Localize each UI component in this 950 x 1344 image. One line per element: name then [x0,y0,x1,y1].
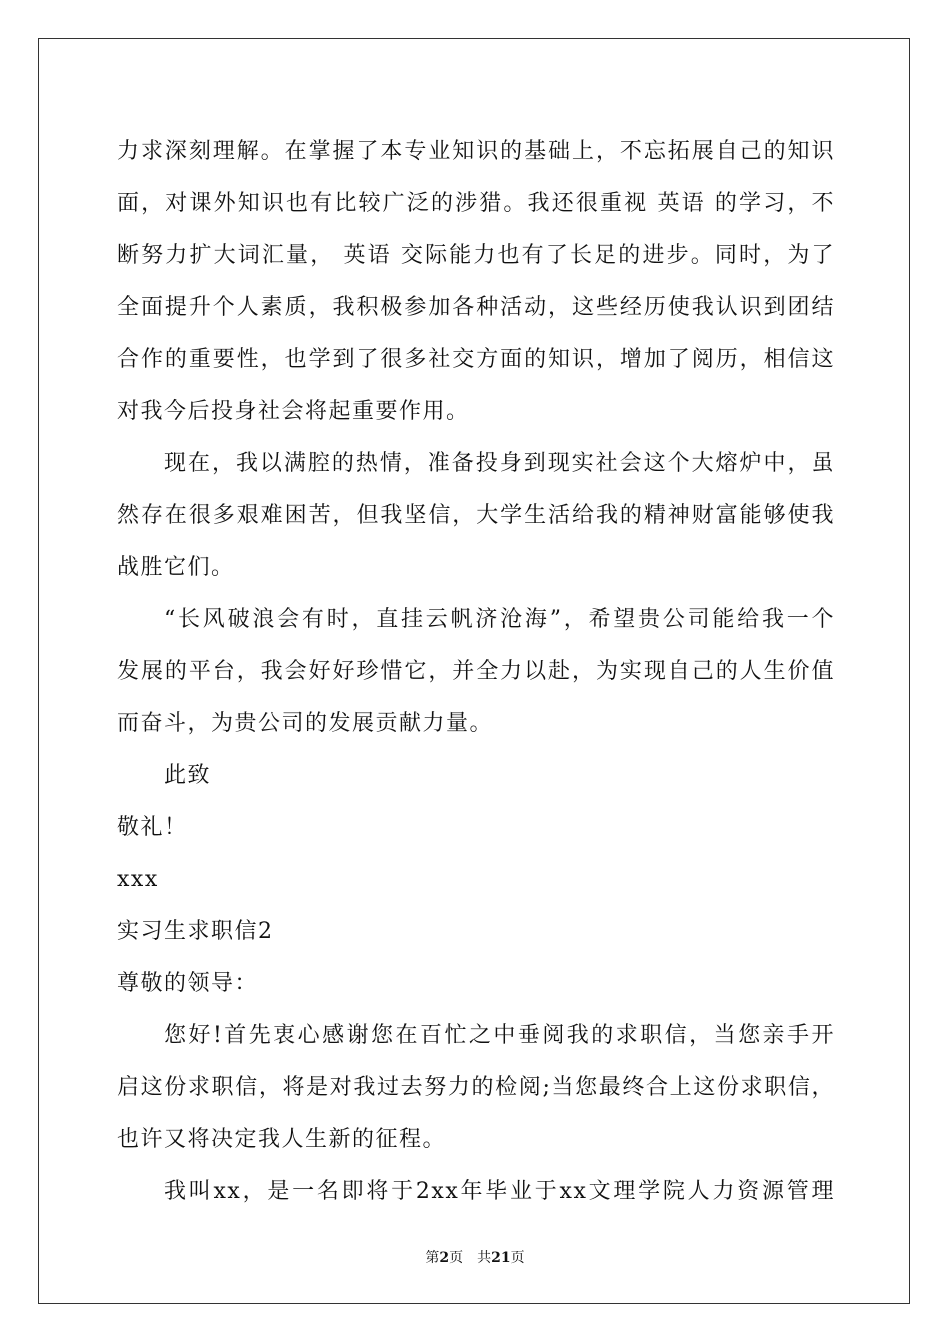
page-footer [0,1247,950,1267]
signature-line: xxx [117,867,159,892]
paragraph-line: 力求深刻理解。在掌握了本专业知识的基础上，不忘拓展自己的知识 [117,139,835,164]
paragraph-line: “长风破浪会有时，直挂云帆济沧海”，希望贵公司能给我一个 [164,607,835,632]
document-body [117,126,835,1218]
paragraph-line: 我叫xx，是一名即将于2xx年毕业于xx文理学院人力资源管理 [164,1179,835,1204]
page-total: 21 [491,1250,511,1266]
section-title: 实习生求职信2 [117,919,274,944]
closing-line: 此致 [164,763,212,788]
paragraph-line: 也许又将决定我人生新的征程。 [117,1127,447,1152]
paragraph-line: 断努力扩大词汇量， 英语 交际能力也有了长足的进步。同时，为了 [117,243,835,268]
page-current: 2 [439,1250,450,1266]
paragraph-line: 现在，我以满腔的热情，准备投身到现实社会这个大熔炉中，虽 [164,451,835,476]
paragraph-line: 合作的重要性，也学到了很多社交方面的知识，增加了阅历，相信这 [117,347,835,372]
page-prefix: 第 [425,1250,440,1266]
paragraph-line: 全面提升个人素质，我积极参加各种活动，这些经历使我认识到团结 [117,295,835,320]
greeting-line: 尊敬的领导： [117,971,259,996]
page-suffix: 页 [510,1250,525,1266]
paragraph-line: 战胜它们。 [117,555,235,580]
paragraph-line: 而奋斗，为贵公司的发展贡献力量。 [117,711,494,736]
paragraph-line: 启这份求职信，将是对我过去努力的检阅;当您最终合上这份求职信， [117,1075,835,1100]
paragraph-line: 发展的平台，我会好好珍惜它，并全力以赴，为实现自己的人生价值 [117,659,835,684]
paragraph-line: 您好!首先衷心感谢您在百忙之中垂阅我的求职信，当您亲手开 [164,1023,835,1048]
paragraph-line: 对我今后投身社会将起重要作用。 [117,399,470,424]
paragraph-line: 然存在很多艰难困苦，但我坚信，大学生活给我的精神财富能够使我 [117,503,835,528]
page-middle: 页 共 [449,1250,492,1266]
paragraph-line: 面，对课外知识也有比较广泛的涉猎。我还很重视 英语 的学习，不 [117,191,835,216]
salutation-line: 敬礼！ [117,815,188,840]
